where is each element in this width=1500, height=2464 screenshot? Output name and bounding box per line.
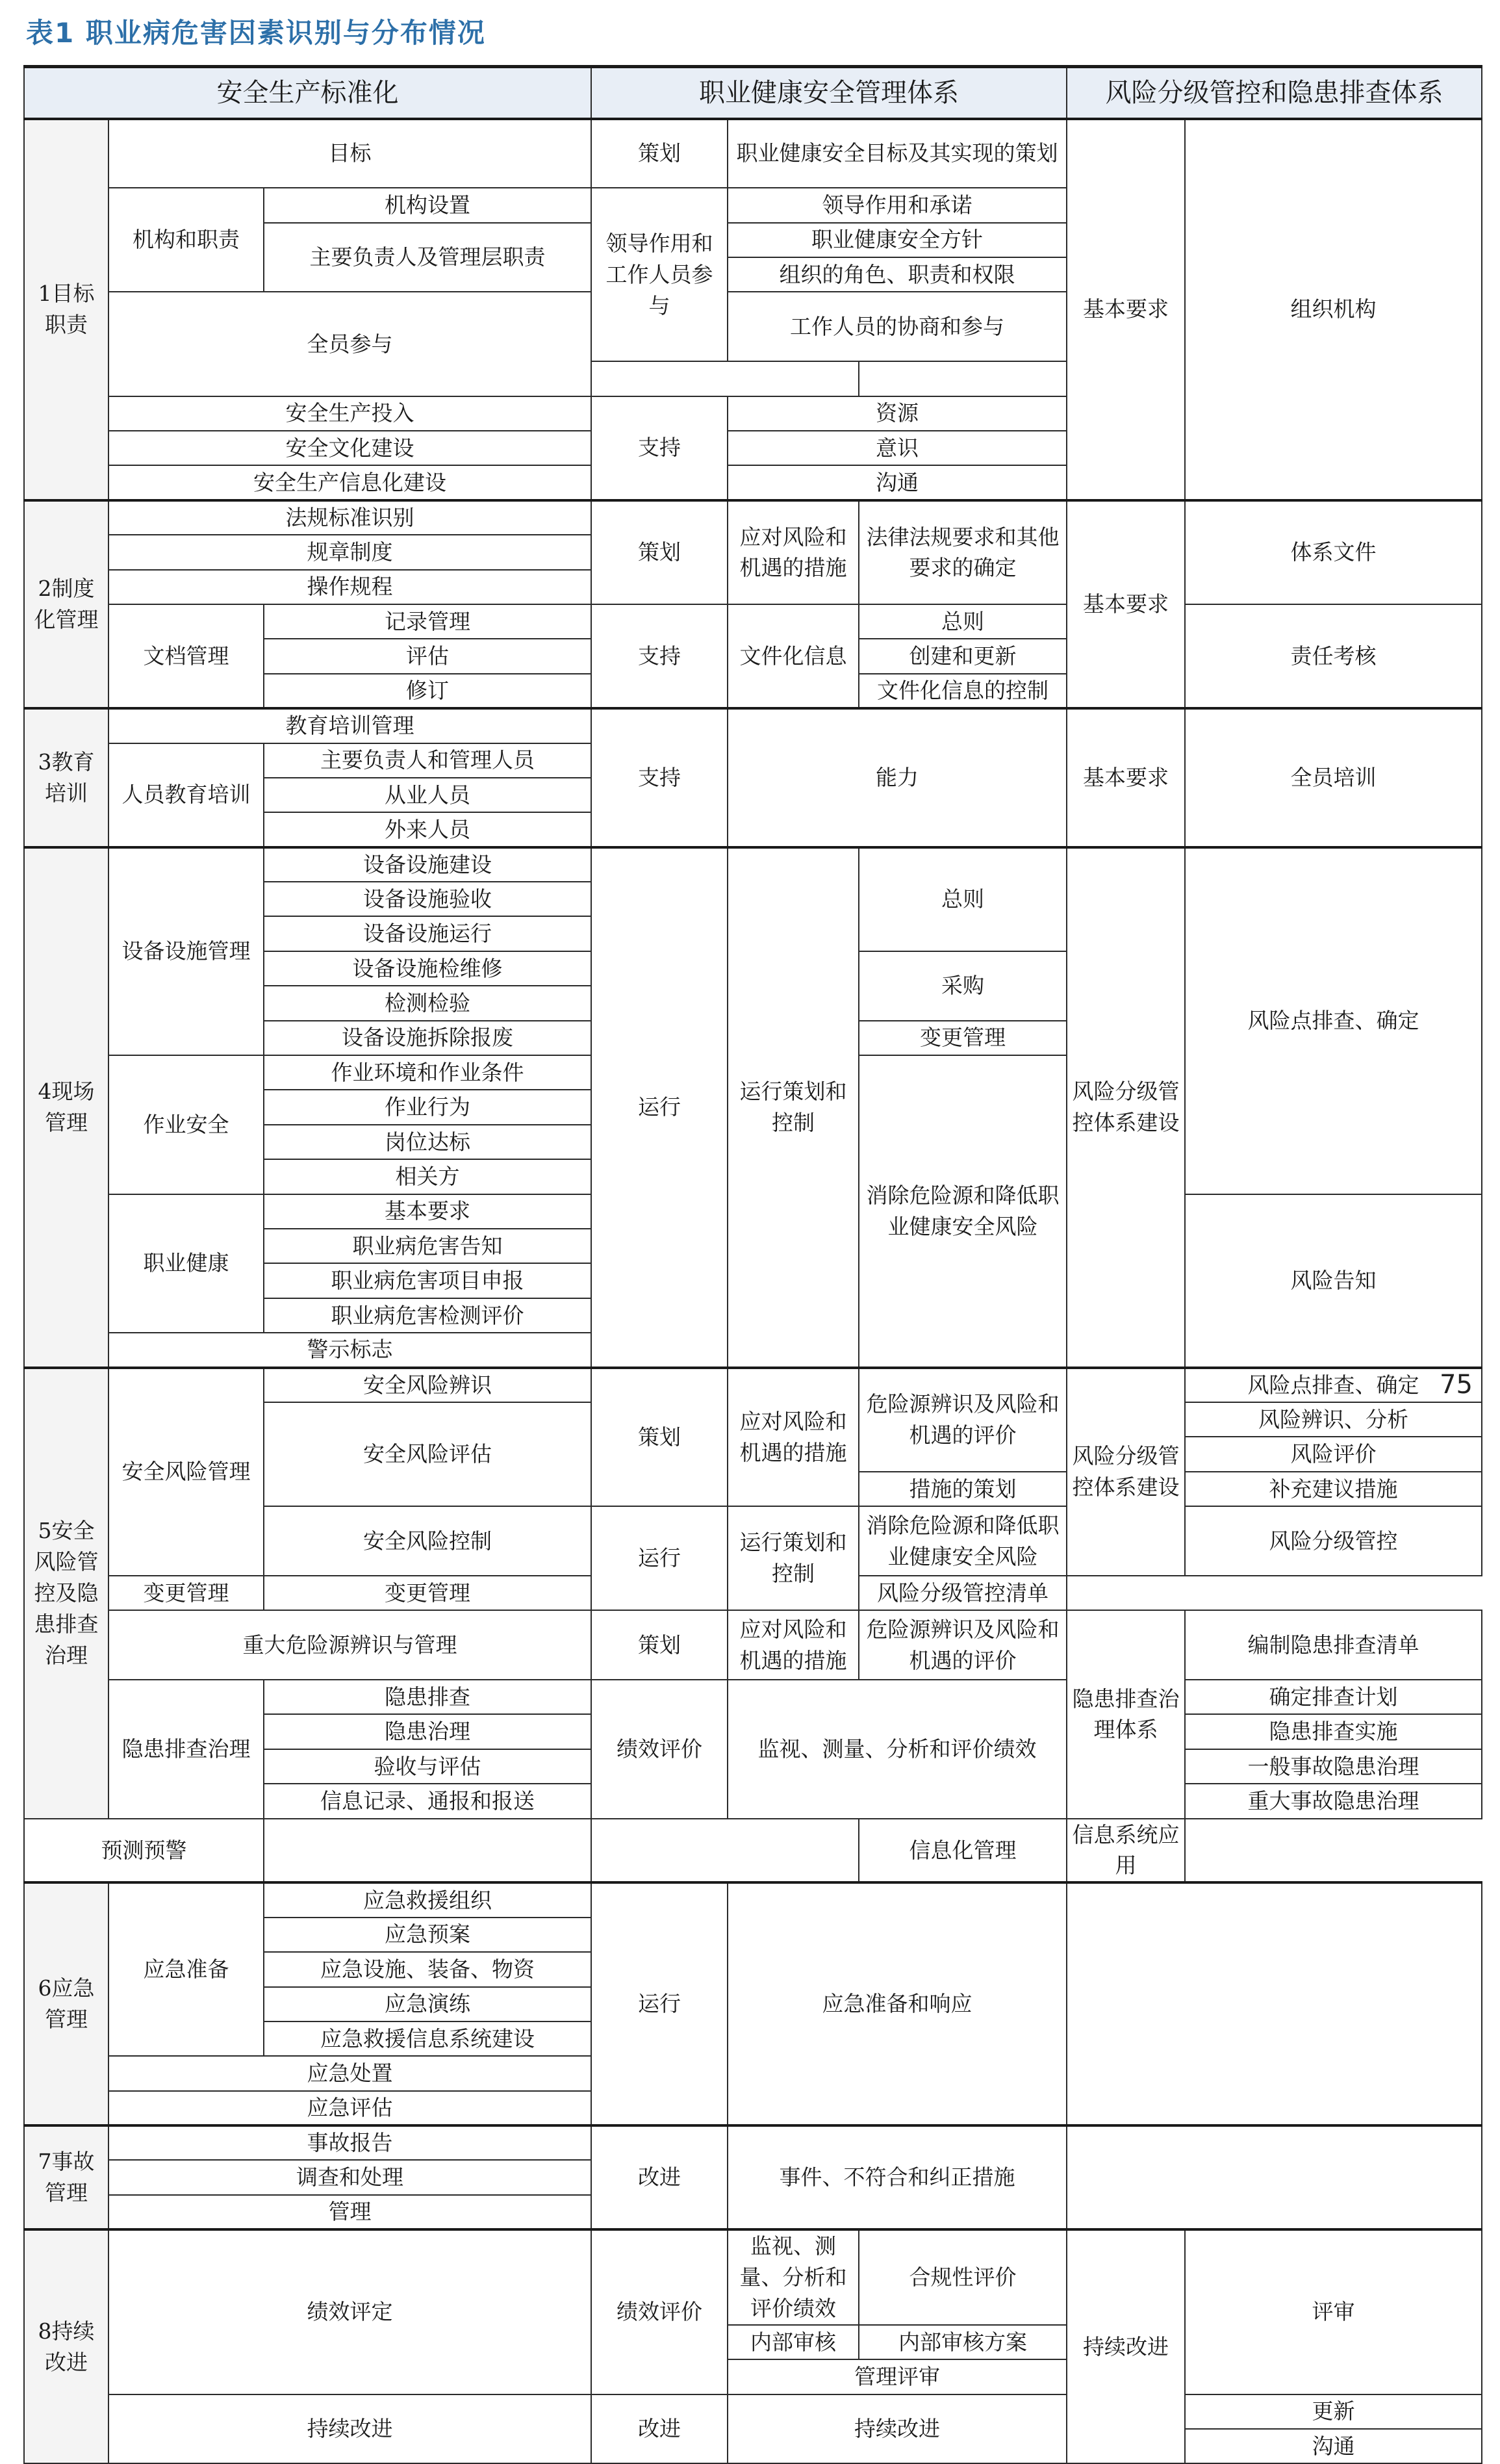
table-cell: 法律法规要求和其他要求的确定 bbox=[859, 500, 1067, 604]
table-cell: 事故报告 bbox=[108, 2125, 591, 2160]
table-cell: 设备设施管理 bbox=[108, 847, 264, 1055]
table-cell: 设备设施建设 bbox=[264, 847, 591, 882]
table-cell: 内部审核 bbox=[728, 2325, 859, 2359]
table-cell: 文件化信息的控制 bbox=[859, 674, 1067, 708]
table-cell: 全员参与 bbox=[108, 292, 591, 396]
table-cell: 从业人员 bbox=[264, 778, 591, 812]
table-cell: 验收与评估 bbox=[264, 1749, 591, 1784]
table-cell: 策划 bbox=[591, 119, 728, 188]
table-cell: 支持 bbox=[591, 708, 728, 847]
table-cell: 职业病危害检测评价 bbox=[264, 1298, 591, 1333]
table-cell: 采购 bbox=[859, 951, 1067, 1021]
table-cell: 责任考核 bbox=[1185, 604, 1482, 708]
table-cell: 沟通 bbox=[728, 465, 1067, 500]
table-cell: 修订 bbox=[264, 674, 591, 708]
table-cell: 事件、不符合和纠正措施 bbox=[728, 2125, 1067, 2229]
table-cell: 信息化管理 bbox=[859, 1819, 1067, 1883]
table-cell: 合规性评价 bbox=[859, 2229, 1067, 2325]
table-row bbox=[24, 119, 1482, 153]
table-cell: 应急救援组织 bbox=[264, 1882, 591, 1917]
table-cell bbox=[591, 361, 859, 396]
table-cell: 安全生产信息化建设 bbox=[108, 465, 591, 500]
table-cell: 风险辨识、分析 bbox=[1185, 1402, 1482, 1437]
section-label-cell: 6应急管理 bbox=[24, 1882, 108, 2125]
table-row bbox=[24, 2229, 1482, 2277]
table-cell: 持续改进 bbox=[728, 2394, 1067, 2464]
section-label-cell: 8持续改进 bbox=[24, 2229, 108, 2463]
table-cell: 安全风险控制 bbox=[264, 1506, 591, 1576]
table-cell: 记录管理 bbox=[264, 604, 591, 639]
table-caption: 表1 职业病危害因素识别与分布情况 bbox=[26, 17, 486, 49]
section-label-cell: 2制度化管理 bbox=[24, 500, 108, 708]
header-ohs-management-system: 职业健康安全管理体系 bbox=[591, 67, 1067, 119]
table-cell: 隐患治理 bbox=[264, 1714, 591, 1749]
table-cell: 变更管理 bbox=[108, 1576, 264, 1610]
table-cell: 监视、测量、分析和评价绩效 bbox=[728, 2229, 859, 2325]
table-cell: 设备设施拆除报废 bbox=[264, 1021, 591, 1055]
table-cell: 风险分级管控清单 bbox=[859, 1576, 1067, 1610]
table-cell: 应急设施、装备、物资 bbox=[264, 1952, 591, 1986]
table-cell bbox=[591, 1819, 859, 1883]
table-cell: 调查和处理 bbox=[108, 2160, 591, 2194]
section-label-cell: 3教育培训 bbox=[24, 708, 108, 847]
table-cell: 应急救援信息系统建设 bbox=[264, 2021, 591, 2056]
table-cell: 应急准备 bbox=[108, 1882, 264, 2056]
table-cell: 应急准备和响应 bbox=[728, 1882, 1067, 2125]
table-cell: 职业健康 bbox=[108, 1194, 264, 1333]
table-cell: 评估 bbox=[264, 639, 591, 673]
table-cell: 应急处置 bbox=[108, 2056, 591, 2090]
header-safety-standardization: 安全生产标准化 bbox=[24, 67, 591, 119]
table-cell: 应急评估 bbox=[108, 2091, 591, 2125]
table-cell: 运行策划和控制 bbox=[728, 847, 859, 1368]
table-row bbox=[24, 847, 1482, 882]
table-cell: 运行 bbox=[591, 847, 728, 1368]
table-row bbox=[24, 1368, 1482, 1402]
table-cell bbox=[1067, 1882, 1482, 2125]
section-label-cell: 5安全风险管控及隐患排查治理 bbox=[24, 1368, 108, 1819]
table-cell: 策划 bbox=[591, 1368, 728, 1507]
table-cell: 组织机构 bbox=[1185, 119, 1482, 500]
table-cell: 风险分级管控体系建设 bbox=[1067, 847, 1185, 1368]
table-cell: 绩效评价 bbox=[591, 1680, 728, 1819]
table-cell: 规章制度 bbox=[108, 535, 591, 569]
section-label-cell: 1目标职责 bbox=[24, 119, 108, 500]
table-cell: 应急演练 bbox=[264, 1987, 591, 2021]
table-cell: 重大事故隐患治理 bbox=[1185, 1784, 1482, 1818]
table-cell: 改进 bbox=[591, 2394, 728, 2464]
table-row bbox=[24, 1680, 1482, 1714]
table-cell: 基本要求 bbox=[1067, 500, 1185, 708]
table-row bbox=[24, 1882, 1482, 1917]
page-number: 75 bbox=[1440, 1370, 1473, 1400]
table-cell: 危险源辨识及风险和机遇的评价 bbox=[859, 1368, 1067, 1472]
table-cell: 人员教育培训 bbox=[108, 743, 264, 847]
table-cell: 变更管理 bbox=[859, 1021, 1067, 1055]
table-cell: 应急预案 bbox=[264, 1918, 591, 1952]
table-cell: 应对风险和机遇的措施 bbox=[728, 1368, 859, 1507]
table-cell: 岗位达标 bbox=[264, 1125, 591, 1159]
table-cell: 文档管理 bbox=[108, 604, 264, 708]
table-cell: 设备设施验收 bbox=[264, 882, 591, 916]
table-cell: 设备设施检维修 bbox=[264, 951, 591, 986]
table-cell: 措施的策划 bbox=[859, 1472, 1067, 1506]
table-cell: 支持 bbox=[591, 604, 728, 708]
table-cell: 信息记录、通报和报送 bbox=[264, 1784, 591, 1818]
table-row bbox=[24, 2125, 1482, 2160]
table-row bbox=[24, 2394, 1482, 2429]
table-cell: 能力 bbox=[728, 708, 1067, 847]
table-cell: 更新 bbox=[1185, 2394, 1482, 2429]
table-cell: 隐患排查治理体系 bbox=[1067, 1610, 1185, 1818]
table-cell: 管理评审 bbox=[728, 2359, 1067, 2394]
table-cell: 支持 bbox=[591, 396, 728, 500]
table-cell: 教育培训管理 bbox=[108, 708, 591, 743]
table-cell: 运行策划和控制 bbox=[728, 1506, 859, 1610]
table-cell: 资源 bbox=[728, 396, 1067, 431]
table-cell: 工作人员的协商和参与 bbox=[728, 292, 1067, 361]
table-cell: 相关方 bbox=[264, 1159, 591, 1194]
table-cell: 消除危险源和降低职业健康安全风险 bbox=[859, 1506, 1067, 1576]
table-cell: 应对风险和机遇的措施 bbox=[728, 1610, 859, 1680]
table-cell: 创建和更新 bbox=[859, 639, 1067, 673]
table-cell: 职业病危害项目申报 bbox=[264, 1263, 591, 1298]
table-cell bbox=[264, 1819, 591, 1883]
section-label-cell: 4现场管理 bbox=[24, 847, 108, 1368]
table-cell: 风险分级管控体系建设 bbox=[1067, 1368, 1185, 1576]
table-cell: 安全生产投入 bbox=[108, 396, 591, 431]
table-cell: 风险点排查、确定 bbox=[1185, 847, 1482, 1194]
table-cell: 消除危险源和降低职业健康安全风险 bbox=[859, 1055, 1067, 1368]
table-cell: 机构和职责 bbox=[108, 188, 264, 292]
table-cell: 总则 bbox=[859, 604, 1067, 639]
table-cell: 基本要求 bbox=[1067, 119, 1185, 500]
table-cell: 作业行为 bbox=[264, 1090, 591, 1124]
table-cell: 职业健康安全目标及其实现的策划 bbox=[728, 119, 1067, 188]
table-cell: 外来人员 bbox=[264, 812, 591, 847]
table-cell: 监视、测量、分析和评价绩效 bbox=[728, 1680, 1067, 1819]
table-cell: 持续改进 bbox=[108, 2394, 591, 2464]
table-cell: 风险评价 bbox=[1185, 1437, 1482, 1471]
table-cell: 意识 bbox=[728, 431, 1067, 465]
table-cell: 策划 bbox=[591, 500, 728, 604]
table-cell: 内部审核方案 bbox=[859, 2325, 1067, 2359]
table-cell: 确定排查计划 bbox=[1185, 1680, 1482, 1714]
table-row bbox=[24, 500, 1482, 535]
table-cell: 领导作用和工作人员参与 bbox=[591, 188, 728, 361]
table-cell: 文件化信息 bbox=[728, 604, 859, 708]
occupational-hazard-table bbox=[23, 65, 1482, 2464]
header-risk-control-system: 风险分级管控和隐患排查体系 bbox=[1067, 67, 1482, 119]
table-cell: 设备设施运行 bbox=[264, 916, 591, 951]
table-cell: 体系文件 bbox=[1185, 500, 1482, 604]
table-cell: 策划 bbox=[591, 1610, 728, 1680]
table-cell: 职业健康安全方针 bbox=[728, 223, 1067, 257]
table-cell: 应对风险和机遇的措施 bbox=[728, 500, 859, 604]
table-cell: 安全风险管理 bbox=[108, 1368, 264, 1576]
table-row bbox=[24, 604, 1482, 639]
table-row bbox=[24, 708, 1482, 743]
table-cell: 机构设置 bbox=[264, 188, 591, 222]
table-cell: 基本要求 bbox=[1067, 708, 1185, 847]
table-cell: 全员培训 bbox=[1185, 708, 1482, 847]
table-cell: 改进 bbox=[591, 2125, 728, 2229]
table-cell: 法规标准识别 bbox=[108, 500, 591, 535]
table-cell: 安全风险辨识 bbox=[264, 1368, 591, 1402]
table-cell: 基本要求 bbox=[264, 1194, 591, 1229]
table-cell: 危险源辨识及风险和机遇的评价 bbox=[859, 1610, 1067, 1680]
table-cell: 主要负责人和管理人员 bbox=[264, 743, 591, 778]
table-cell: 风险分级管控 bbox=[1185, 1506, 1482, 1576]
section-label-cell: 7事故管理 bbox=[24, 2125, 108, 2229]
table-cell: 持续改进 bbox=[1067, 2229, 1185, 2463]
table-cell: 运行 bbox=[591, 1506, 728, 1610]
table-cell: 编制隐患排查清单 bbox=[1185, 1610, 1482, 1680]
table-cell: 作业环境和作业条件 bbox=[264, 1055, 591, 1090]
table-cell: 变更管理 bbox=[264, 1576, 591, 1610]
table-cell: 操作规程 bbox=[108, 570, 591, 604]
table-cell bbox=[1067, 2125, 1482, 2229]
table-cell: 总则 bbox=[859, 847, 1067, 951]
table-cell: 警示标志 bbox=[108, 1333, 591, 1367]
table-cell: 风险告知 bbox=[1185, 1194, 1482, 1368]
table-cell: 检测检验 bbox=[264, 986, 591, 1020]
table-cell: 作业安全 bbox=[108, 1055, 264, 1194]
table-cell: 一般事故隐患治理 bbox=[1185, 1749, 1482, 1784]
table-cell: 重大危险源辨识与管理 bbox=[108, 1610, 591, 1680]
table-row bbox=[24, 1610, 1482, 1645]
table-cell: 目标 bbox=[108, 119, 591, 188]
table-cell: 信息系统应用 bbox=[1067, 1819, 1185, 1883]
table-cell: 评审 bbox=[1185, 2229, 1482, 2394]
table-cell: 安全风险评估 bbox=[264, 1402, 591, 1506]
table-cell: 领导作用和承诺 bbox=[728, 188, 1067, 222]
table-cell: 主要负责人及管理层职责 bbox=[264, 223, 591, 292]
table-cell: 绩效评定 bbox=[108, 2229, 591, 2394]
table-cell: 安全文化建设 bbox=[108, 431, 591, 465]
table-cell: 职业病危害告知 bbox=[264, 1229, 591, 1263]
table-cell: 沟通 bbox=[1185, 2429, 1482, 2463]
table-cell: 隐患排查实施 bbox=[1185, 1714, 1482, 1749]
table-cell: 预测预警 bbox=[24, 1819, 264, 1883]
table-cell: 隐患排查治理 bbox=[108, 1680, 264, 1819]
table-row bbox=[24, 1819, 1482, 1883]
table-cell: 隐患排查 bbox=[264, 1680, 591, 1714]
table-cell: 组织的角色、职责和权限 bbox=[728, 257, 1067, 292]
table-cell: 运行 bbox=[591, 1882, 728, 2125]
table-cell: 补充建议措施 bbox=[1185, 1472, 1482, 1506]
table-cell: 风险点排查、确定 bbox=[1185, 1368, 1482, 1402]
table-cell: 管理 bbox=[108, 2195, 591, 2229]
table-cell: 绩效评价 bbox=[591, 2229, 728, 2394]
